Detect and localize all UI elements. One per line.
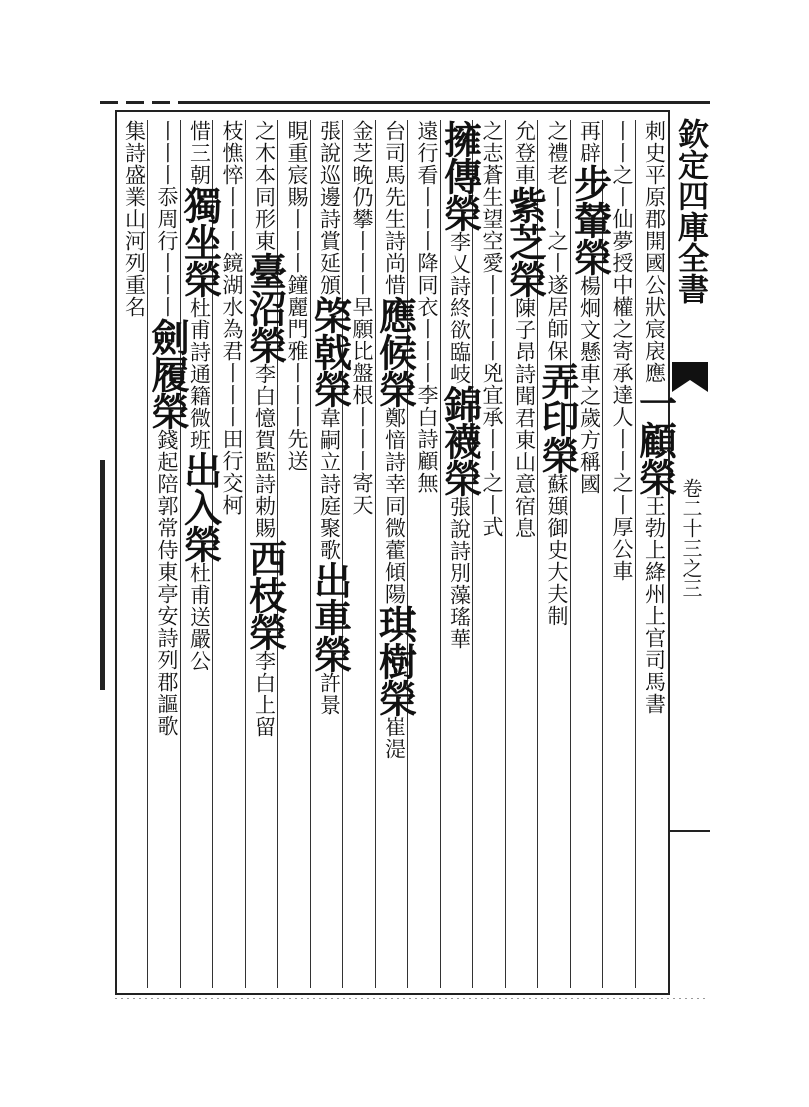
column-text <box>145 120 190 980</box>
annotation-text: 丨丨之丨仙夢授中權之寄 <box>610 120 634 362</box>
annotation-text: 允登車 <box>512 120 537 186</box>
text-column <box>177 120 223 988</box>
heading-term: 榮 <box>177 525 223 562</box>
heading-term: 榮 <box>535 436 580 473</box>
annotation-text: 早願比盤根丨丨丨 <box>350 296 374 472</box>
heading-term: 紫芝 <box>502 186 548 260</box>
annotation-text: 睍重宸賜丨丨丨 <box>285 120 309 274</box>
text-column <box>437 120 483 988</box>
annotation-text: 楊炯文懸車之歲方稱國 <box>577 275 602 495</box>
heading-term: 榮 <box>502 260 548 297</box>
annotation-text: 陳子昂詩聞君東山意宿息 <box>512 297 537 539</box>
annotation-text: 蘇頲御史大夫制 <box>545 473 569 627</box>
column-text <box>242 120 288 980</box>
heading-term: 榮 <box>567 238 613 275</box>
heading-term: 榮 <box>242 613 288 650</box>
annotation-text: 張說詩別藻瑤華 <box>447 496 472 650</box>
annotation-text: 李乂詩終欲臨岐 <box>447 231 472 385</box>
column-text <box>372 120 418 980</box>
text-column <box>145 120 190 988</box>
heading-term: 應候 <box>372 296 418 370</box>
annotation-text: 承達人丨丨之丨厚公車 <box>610 362 634 582</box>
margin-tick-rule <box>668 830 710 832</box>
annotation-text: 王勃上絳州上官司馬書 <box>642 495 667 715</box>
heading-term: 一顧 <box>632 384 678 458</box>
annotation-text: 鏡湖水為君丨丨丨 <box>220 252 244 428</box>
annotation-text: 台司馬先生詩尚惜 <box>382 120 407 296</box>
heading-term: 臺沼 <box>242 252 288 326</box>
heading-term: 榮 <box>437 194 483 231</box>
text-column <box>372 120 418 988</box>
column-text <box>474 120 510 980</box>
heading-term: 琪樹 <box>372 605 418 679</box>
heading-term: 劍履 <box>145 318 190 392</box>
heading-term: 獨坐 <box>177 186 223 260</box>
annotation-text: 刺史平原郡開國公狀宸扆應 <box>642 120 667 384</box>
annotation-text: 杜甫送嚴公 <box>187 562 212 672</box>
heading-term: 榮 <box>307 635 353 672</box>
text-column <box>343 120 376 988</box>
heading-term: 榮 <box>242 326 288 363</box>
column-text <box>409 120 445 980</box>
annotation-text: 惜三朝 <box>187 120 212 186</box>
heading-term: 榮 <box>177 260 223 297</box>
heading-term: 西枝 <box>242 539 288 613</box>
annotation-text: 先送 <box>285 428 309 472</box>
text-column <box>473 120 506 988</box>
heading-term: 榮 <box>632 458 678 495</box>
top-rule-dashed <box>100 101 180 104</box>
annotation-text: 錢起陪郭常侍東亭安 <box>155 429 179 627</box>
annotation-text: 降同衣丨丨丨 <box>415 252 439 384</box>
text-column <box>307 120 353 988</box>
annotation-text: 杜甫詩通籍微班 <box>187 297 212 451</box>
heading-term: 榮 <box>437 459 483 496</box>
heading-term: 棨戟 <box>307 296 353 370</box>
annotation-text: 金芝晚仍攀丨丨丨 <box>350 120 374 296</box>
margin-book-title: 欽定四庫全書 <box>672 118 708 304</box>
text-column <box>242 120 288 988</box>
annotation-text: 丨丨丨 <box>155 120 179 186</box>
heading-term: 出入 <box>177 451 223 525</box>
annotation-text: 宜承丨丨之丨式 <box>480 384 504 538</box>
annotation-text: 集詩盛業山河列重名 <box>122 120 147 318</box>
margin-volume-label: 卷二十三之三 <box>679 478 703 598</box>
annotation-text: 李白上留 <box>252 650 277 738</box>
annotation-text: 崔湜 <box>382 716 407 760</box>
annotation-text: 之禮 <box>545 120 569 164</box>
annotation-text: 張說巡邊詩賞延頒 <box>317 120 342 296</box>
annotation-text: 枝憔悴丨丨丨 <box>220 120 244 252</box>
heading-term: 錦襪 <box>437 385 483 459</box>
annotation-text: 遠行看丨丨丨 <box>415 120 439 252</box>
text-column <box>116 120 149 988</box>
column-text <box>177 120 223 980</box>
binding-edge <box>100 460 105 690</box>
heading-term: 榮 <box>372 370 418 407</box>
annotation-text: 田行交柯 <box>220 428 244 516</box>
heading-term: 擁傳 <box>437 120 483 194</box>
column-text <box>632 120 678 980</box>
text-column <box>567 120 613 988</box>
heading-term: 榮 <box>145 392 190 429</box>
text-column <box>408 120 441 988</box>
annotation-text: 老丨丨之丨遂居師保 <box>545 164 569 362</box>
annotation-text: 李白憶賀監詩勅賜 <box>252 363 277 539</box>
heading-term: 步輦 <box>567 164 613 238</box>
annotation-text: 韋嗣立詩庭聚歌 <box>317 407 342 561</box>
column-text <box>344 120 380 980</box>
heading-term: 榮 <box>372 679 418 716</box>
top-rule <box>180 101 710 104</box>
heading-term: 弄印 <box>535 362 580 436</box>
column-text <box>117 120 153 980</box>
annotation-text: 李白詩顧無 <box>415 384 439 494</box>
column-text <box>307 120 353 980</box>
annotation-text: 許景 <box>317 672 342 716</box>
annotation-text: 詩列郡謳歌 <box>155 627 179 737</box>
column-text <box>502 120 548 980</box>
annotation-text: 再辟 <box>577 120 602 164</box>
column-text <box>567 120 613 980</box>
column-text <box>437 120 483 980</box>
annotation-text: 寄天 <box>350 472 374 516</box>
text-column <box>632 120 678 988</box>
annotation-text: 之志 <box>480 120 504 164</box>
annotation-text: 鐘麗門雅丨丨丨 <box>285 274 309 428</box>
heading-term: 出車 <box>307 561 353 635</box>
annotation-text: 之木本同形東 <box>252 120 277 252</box>
bottom-rule-dotted <box>115 998 705 999</box>
text-column <box>502 120 548 988</box>
annotation-text: 蒼生望空愛丨丨丨丨兇 <box>480 164 504 384</box>
annotation-text: 忝周行丨丨丨 <box>155 186 179 318</box>
annotation-text: 鄭愔詩幸同微藿傾陽 <box>382 407 407 605</box>
heading-term: 榮 <box>307 370 353 407</box>
